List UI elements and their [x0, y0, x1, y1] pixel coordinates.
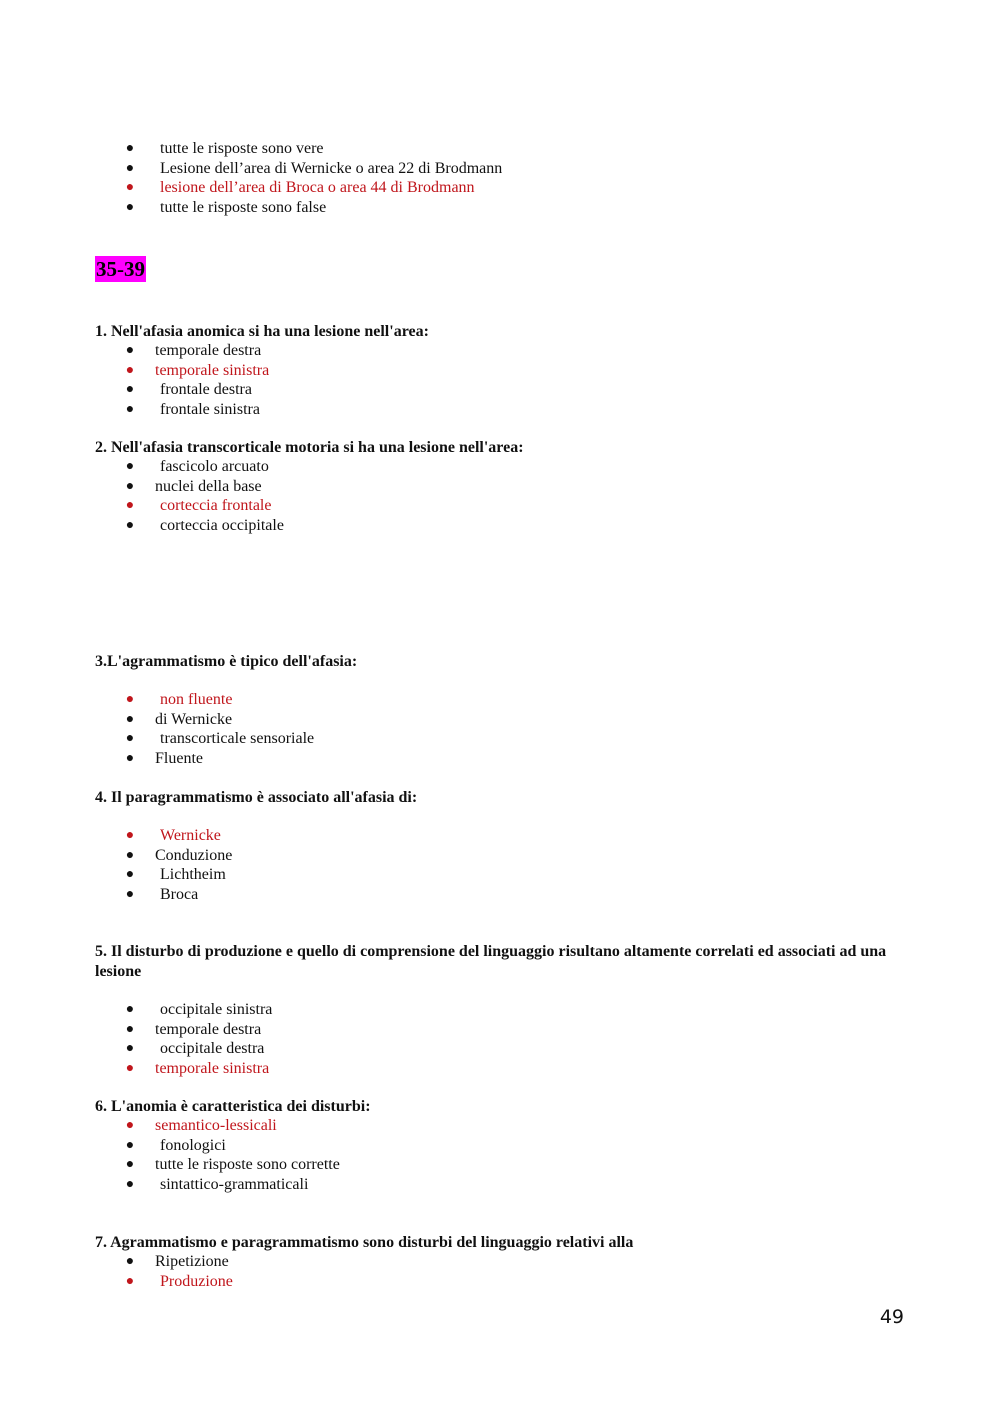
page-number: 49 — [879, 1306, 904, 1328]
bullet-icon: ● — [125, 160, 135, 176]
bullet-icon: ● — [125, 498, 135, 513]
question-3: 3.L'agrammatismo è tipico dell'afasia: — [95, 653, 358, 670]
bullet-icon: ● — [125, 711, 135, 727]
bullet-icon: ● — [125, 343, 135, 358]
bullet-icon: ● — [125, 362, 135, 378]
question-7: 7. Agrammatismo e paragrammatismo sono disturbi del linguaggio relativi alla — [95, 1234, 634, 1251]
bullet-icon: ● — [125, 1157, 135, 1172]
bullet-icon: ● — [125, 459, 135, 474]
bullet-icon: ● — [125, 828, 135, 843]
bullet-icon: ● — [125, 1021, 135, 1037]
bullet-icon: ● — [125, 1041, 135, 1056]
section-label: 35-39 — [96, 257, 145, 281]
document-page: ● tutte le risposte sono vere ● Lesione dell’area di Wernicke o area 22 di Brodmann ● lesione dell’area di Broca o area 44 di Brodmann ● tutte le risposte sono false 35-39 1. Nell'afasia anomica si ha una lesione nell'area: ● temporale destra ● temporale sinistra ● frontale destra ● frontale sinistra 2. Nell'afasia transcorticale motoria si ha una lesione nell'area: ● fascicolo arcuato ● nuclei della base ● corteccia frontale ● corteccia occipitale 3.L'agrammatismo è tipico dell'afasia: ● non fluente ● di Wernicke ● transcorticale sensoriale ● Fluente 4. Il paragrammatismo è associato all'afasia di: ● Wernicke ● Conduzione ● Lichtheim ● Broca 5. Il disturbo di produzione e quello di comprensione del linguaggio risultano altamente correlati ed associati ad una lesione ● occipitale sinistra ● temporale destra ● occipitale destra ● temporale sinistra 6. L'anomia è caratteristica dei disturbi: ● semantico-lessicali ● fonologici ● tutte le risposte sono corrette ● sintattico-grammaticali 7. Agrammatismo e paragrammatismo sono disturbi del linguaggio relativi alla ● Ripetizione ● Produzione 49 — [95, 140, 904, 1328]
bullet-icon: ● — [125, 1273, 135, 1289]
bullet-icon: ● — [125, 478, 135, 494]
bullet-icon: ● — [125, 1002, 135, 1017]
bullet-icon: ● — [125, 382, 135, 397]
bullet-icon: ● — [125, 1176, 135, 1192]
question-4: 4. Il paragrammatismo è associato all'afasia di: — [95, 789, 418, 806]
bullet-icon: ● — [125, 517, 135, 533]
bullet-icon: ● — [125, 141, 135, 156]
bullet-icon: ● — [125, 731, 135, 746]
bullet-icon: ● — [125, 692, 135, 707]
bullet-icon: ● — [125, 1060, 135, 1076]
question-5: 5. Il disturbo di produzione e quello di comprensione del linguaggio risultano altamente correlati ed associati ad una lesione — [95, 943, 887, 980]
bullet-icon: ● — [125, 1137, 135, 1153]
bullet-icon: ● — [125, 886, 135, 902]
bullet-icon: ● — [125, 847, 135, 863]
bullet-icon: ● — [125, 180, 135, 195]
bullet-icon: ● — [125, 750, 135, 766]
bullet-icon: ● — [125, 401, 135, 417]
question-1: 1. Nell'afasia anomica si ha una lesione nell'area: — [95, 323, 429, 340]
bullet-icon: ● — [125, 1254, 135, 1269]
bullet-icon: ● — [125, 867, 135, 882]
bullet-icon: ● — [125, 199, 135, 215]
bullet-icon: ● — [125, 1118, 135, 1133]
question-6: 6. L'anomia è caratteristica dei disturbi: — [95, 1098, 371, 1115]
question-2: 2. Nell'afasia transcorticale motoria si ha una lesione nell'area: — [95, 439, 524, 456]
